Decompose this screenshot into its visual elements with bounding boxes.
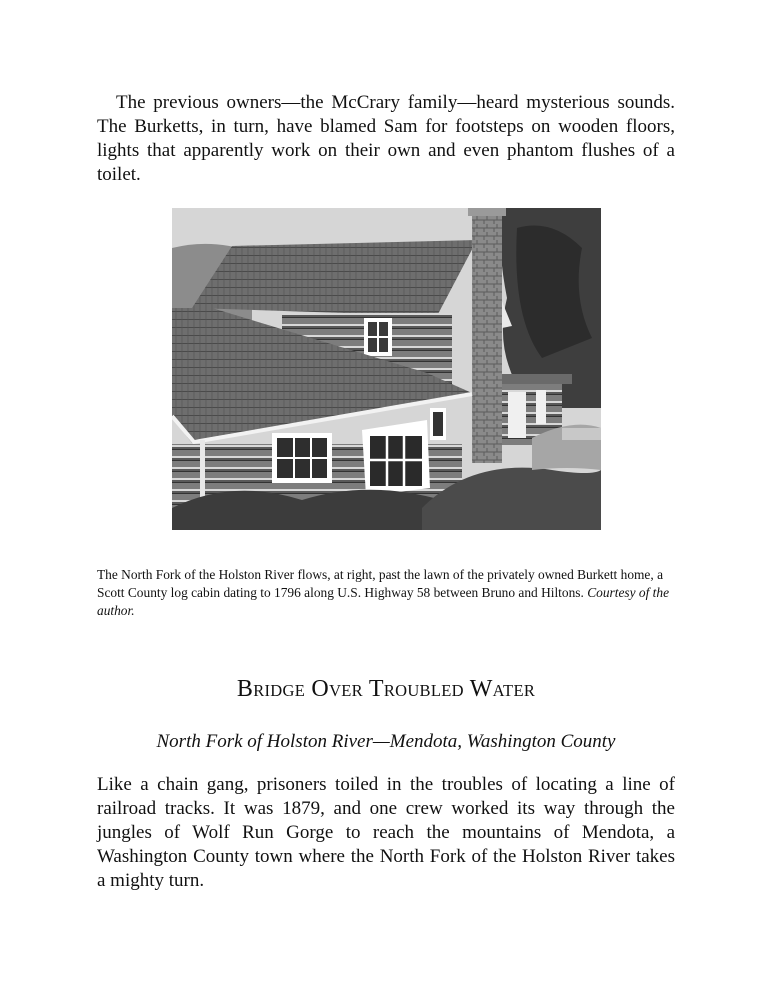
heading-w2-initial: O [311,676,330,702]
intro-paragraph: The previous owners—the McCrary family—heard mysterious sounds. The Burketts, in turn, have blamed Sam for footsteps on wooden floors, lights that apparently work on their own and even phantom flushes of a toilet. [97,92,675,185]
heading-w3-initial: T [368,676,384,702]
heading-w2-rest: VER [329,681,363,700]
heading-w3-rest: ROUBLED [383,681,464,700]
body-paragraph: Like a chain gang, prisoners toiled in the troubles of locating a line of railroad tracks. It was 1879, and one crew worked its way through the jungles of Wolf Run Gorge to reach the mountains of Mendota, a Washington County town where the North Fork of the Holston River takes a mighty turn. [97,774,675,891]
caption-text: The North Fork of the Holston River flows, at right, past the lawn of the privately owned Burkett home, a Scott County log cabin dating to 1796 along U.S. Highway 58 between Bruno and Hiltons. [97,567,664,600]
chapter-subheading: North Fork of Holston River—Mendota, Washington County [156,731,616,752]
log-cabin-photo [172,208,601,530]
chapter-heading [0,674,772,706]
photo-caption [97,566,687,620]
heading-w4-initial: W [469,676,493,702]
heading-w1-rest: RIDGE [253,681,306,700]
heading-w1-initial: B [236,676,254,702]
heading-w4-rest: ATER [492,681,536,700]
caption-credit: Courtesy of the author. [97,585,670,618]
